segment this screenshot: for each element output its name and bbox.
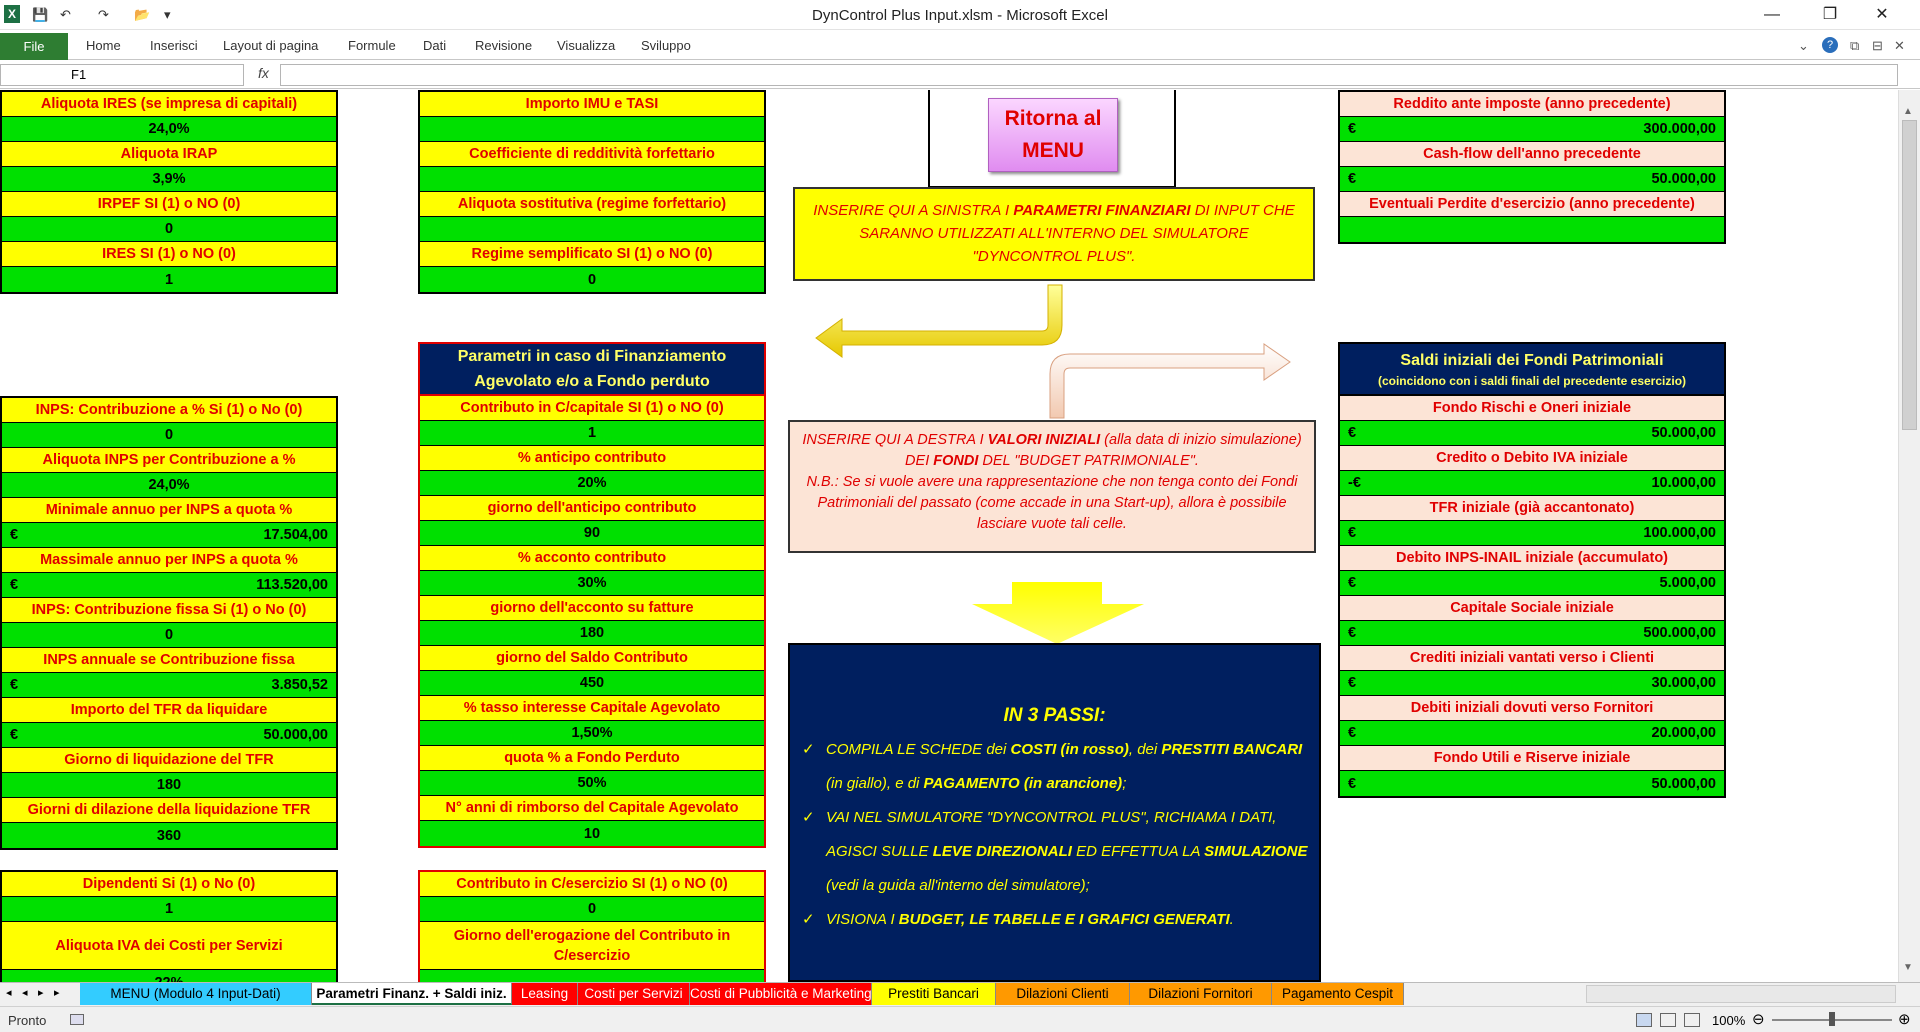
param-value-cell[interactable]: [2, 823, 336, 848]
tab-formule[interactable]: Formule: [348, 38, 396, 53]
window-minimize-icon[interactable]: ⊟: [1872, 38, 1883, 53]
tax-params-block: [0, 90, 338, 294]
param-value-cell[interactable]: [420, 621, 764, 646]
zoom-in-icon[interactable]: ⊕: [1898, 1011, 1911, 1028]
param-value: 450: [579, 675, 605, 691]
steps-title: IN 3 PASSI:: [1003, 705, 1106, 726]
currency-symbol: €: [1348, 171, 1357, 187]
param-label[interactable]: Giorno dell'erogazione del Contributo in C/esercizio: [420, 922, 764, 970]
param-value: 1,50%: [571, 725, 613, 741]
sheet-tab[interactable]: Parametri Finanz. + Saldi iniz.: [312, 983, 512, 1005]
customize-qa-icon[interactable]: ▾: [164, 7, 171, 22]
steps-box: [788, 643, 1321, 982]
param-label[interactable]: INPS annuale se Contribuzione fissa: [2, 648, 336, 673]
contributo-esercizio-block: [418, 870, 766, 997]
param-value-cell[interactable]: [420, 571, 764, 596]
param-label[interactable]: Fondo Utili e Riserve iniziale: [1340, 746, 1724, 771]
status-ready: Pronto: [8, 1013, 47, 1028]
save-icon[interactable]: 💾: [32, 7, 49, 22]
param-value-cell[interactable]: [2, 773, 336, 798]
step-3: ✓ VISIONA I BUDGET, LE TABELLE E I GRAFICI GENERATI.: [790, 903, 1319, 937]
param-value: 50.000,00: [1651, 171, 1716, 187]
param-value-cell[interactable]: [2, 897, 336, 922]
param-value-cell[interactable]: [420, 217, 764, 242]
param-label[interactable]: TFR iniziale (già accantonato): [1340, 496, 1724, 521]
param-value-cell[interactable]: [2, 673, 336, 698]
arrow-left-icon: [812, 283, 1072, 363]
scroll-down-icon[interactable]: ▼: [1903, 962, 1913, 973]
zoom-slider-thumb[interactable]: [1829, 1012, 1835, 1026]
sheet-tab[interactable]: Prestiti Bancari: [872, 983, 996, 1005]
param-value-cell[interactable]: [1340, 471, 1724, 496]
currency-symbol: €: [1348, 121, 1357, 137]
sheet-nav-prev[interactable]: ◂: [22, 987, 28, 999]
param-label[interactable]: Coefficiente di redditività forfettario: [420, 142, 764, 167]
redo-icon[interactable]: ↷: [98, 7, 109, 22]
minimize-button[interactable]: —: [1764, 6, 1780, 23]
title-bar: [0, 0, 1920, 30]
funds-header-title: Saldi iniziali dei Fondi Patrimoniali: [1400, 352, 1664, 369]
param-value-cell[interactable]: [2, 523, 336, 548]
param-label[interactable]: Reddito ante imposte (anno precedente): [1340, 92, 1724, 117]
param-value-cell[interactable]: [420, 671, 764, 696]
param-label[interactable]: quota % a Fondo Perduto: [420, 746, 764, 771]
sheet-nav-next[interactable]: ▸: [38, 987, 44, 999]
page-layout-view-icon[interactable]: [1660, 1013, 1676, 1027]
currency-symbol: €: [1348, 675, 1357, 691]
param-label[interactable]: Dipendenti Si (1) o No (0): [2, 872, 336, 897]
param-value: 5.000,00: [1659, 575, 1716, 591]
file-tab[interactable]: File: [0, 33, 68, 60]
currency-symbol: €: [10, 577, 19, 593]
currency-symbol: €: [1348, 775, 1357, 792]
param-value: 50.000,00: [263, 727, 328, 743]
check-icon: ✓: [802, 911, 815, 928]
param-label[interactable]: % acconto contributo: [420, 546, 764, 571]
param-label[interactable]: % tasso interesse Capitale Agevolato: [420, 696, 764, 721]
param-value-cell[interactable]: [1340, 217, 1724, 242]
currency-symbol: €: [10, 527, 19, 543]
param-value-cell[interactable]: [420, 721, 764, 746]
tab-sviluppo[interactable]: Sviluppo: [641, 38, 691, 53]
tab-home[interactable]: Home: [86, 38, 121, 53]
financing-block: [418, 396, 766, 848]
tab-dati[interactable]: Dati: [423, 38, 447, 53]
sheet-tab[interactable]: Costi di Pubblicità e Marketing: [690, 983, 872, 1005]
param-value: 113.520,00: [256, 577, 328, 593]
param-value: 20%: [577, 475, 607, 491]
param-label[interactable]: INPS: Contribuzione fissa Si (1) o No (0): [2, 598, 336, 623]
sheet-tab[interactable]: Dilazioni Clienti: [996, 983, 1130, 1005]
param-value: 30%: [577, 575, 607, 591]
param-value: 10.000,00: [1651, 475, 1716, 491]
tab-revisione[interactable]: Revisione: [475, 38, 533, 53]
worksheet[interactable]: [0, 90, 1898, 982]
param-label[interactable]: Aliquota IRES (se impresa di capitali): [2, 92, 336, 117]
param-value: 0: [164, 427, 174, 443]
status-bar: [0, 1006, 1920, 1032]
param-value: 100.000,00: [1643, 525, 1716, 541]
param-label[interactable]: Importo del TFR da liquidare: [2, 698, 336, 723]
financial-params-emph: PARAMETRI FINANZIARI: [1013, 202, 1191, 219]
normal-view-icon[interactable]: [1636, 1013, 1652, 1027]
financing-header: [418, 342, 766, 396]
param-value-cell[interactable]: [2, 117, 336, 142]
return-menu-label: Ritorna al MENU: [1004, 107, 1102, 162]
param-value: 50.000,00: [1651, 425, 1716, 441]
param-label[interactable]: Importo IMU e TASI: [420, 92, 764, 117]
param-value-cell[interactable]: [1340, 771, 1724, 796]
param-label[interactable]: Credito o Debito IVA iniziale: [1340, 446, 1724, 471]
param-label[interactable]: Contributo in C/esercizio SI (1) o NO (0): [420, 872, 764, 897]
param-label[interactable]: % anticipo contributo: [420, 446, 764, 471]
employees-block: [0, 870, 338, 997]
param-value: 300.000,00: [1643, 121, 1716, 137]
param-label[interactable]: Giorni di dilazione della liquidazione TFR: [2, 798, 336, 823]
param-value-cell[interactable]: [2, 623, 336, 648]
funds-block: [1338, 396, 1726, 798]
param-value: 0: [587, 901, 597, 917]
help-icon[interactable]: ?: [1822, 37, 1838, 53]
sheet-nav-last[interactable]: ▸: [54, 987, 60, 999]
param-label[interactable]: Aliquota INPS per Contribuzione a %: [2, 448, 336, 473]
ribbon-tabs: [0, 30, 1920, 60]
window-close-icon[interactable]: ✕: [1894, 38, 1905, 53]
param-value-cell[interactable]: [1340, 421, 1724, 446]
param-value: 30.000,00: [1651, 675, 1716, 691]
param-value-cell[interactable]: [2, 423, 336, 448]
window-title: DynControl Plus Input.xlsm - Microsoft Excel: [812, 7, 1108, 24]
page-break-view-icon[interactable]: [1684, 1013, 1700, 1027]
param-value: 24,0%: [148, 121, 190, 137]
param-value-cell[interactable]: [2, 573, 336, 598]
check-icon: ✓: [802, 809, 815, 826]
param-value-cell[interactable]: [420, 167, 764, 192]
param-label[interactable]: Cash-flow dell'anno precedente: [1340, 142, 1724, 167]
macro-record-icon[interactable]: [70, 1014, 84, 1025]
param-label[interactable]: Giorno di liquidazione del TFR: [2, 748, 336, 773]
currency-symbol: €: [1348, 625, 1357, 641]
param-value: 0: [164, 221, 174, 237]
param-label[interactable]: Eventuali Perdite d'esercizio (anno precedente): [1340, 192, 1724, 217]
param-value-cell[interactable]: [1340, 117, 1724, 142]
param-value-cell[interactable]: [420, 471, 764, 496]
name-box[interactable]: F1: [0, 64, 244, 86]
currency-symbol: €: [1348, 525, 1357, 541]
return-menu-button[interactable]: [988, 98, 1118, 172]
arrow-down-icon: [968, 580, 1148, 646]
param-label[interactable]: Contributo in C/capitale SI (1) o NO (0): [420, 396, 764, 421]
param-value: 0: [587, 271, 597, 288]
fx-icon[interactable]: fx: [258, 65, 269, 81]
param-label[interactable]: Aliquota IRAP: [2, 142, 336, 167]
param-label[interactable]: Debito INPS-INAIL iniziale (accumulato): [1340, 546, 1724, 571]
currency-symbol: €: [10, 727, 19, 743]
param-value-cell[interactable]: [2, 267, 336, 292]
param-label[interactable]: INPS: Contribuzione a % Si (1) o No (0): [2, 398, 336, 423]
param-value: 90: [583, 525, 601, 541]
param-label[interactable]: IRPEF SI (1) o NO (0): [2, 192, 336, 217]
param-label[interactable]: Massimale annuo per INPS a quota %: [2, 548, 336, 573]
param-value: 180: [579, 625, 605, 641]
param-value: 180: [156, 777, 182, 793]
prior-year-block: [1338, 90, 1726, 244]
financing-header-title: Parametri in caso di Finanziamento Agevolato e/o a Fondo perduto: [420, 344, 764, 394]
param-value-cell[interactable]: [420, 117, 764, 142]
param-value: 1: [587, 425, 597, 441]
param-value-cell[interactable]: [2, 723, 336, 748]
param-value-cell[interactable]: [1340, 571, 1724, 596]
param-value: 24,0%: [148, 477, 190, 493]
param-value-cell[interactable]: [1340, 521, 1724, 546]
param-label[interactable]: Debiti iniziali dovuti verso Fornitori: [1340, 696, 1724, 721]
param-value-cell[interactable]: [420, 771, 764, 796]
step-1: ✓ COMPILA LE SCHEDE dei COSTI (in rosso), dei PRESTITI BANCARI (in giallo), e di PAGAMENTO (in arancione);: [790, 733, 1319, 801]
param-label[interactable]: Aliquota IVA dei Costi per Servizi: [2, 922, 336, 970]
check-icon: ✓: [802, 741, 815, 758]
param-value: 360: [156, 827, 182, 844]
param-value: 50.000,00: [1651, 775, 1716, 792]
inps-tfr-block: [0, 396, 338, 850]
currency-symbol: €: [1348, 425, 1357, 441]
undo-icon[interactable]: ↶: [60, 7, 71, 22]
param-value-cell[interactable]: [1340, 721, 1724, 746]
vertical-scrollbar[interactable]: [1898, 90, 1920, 982]
funds-header-subtitle: (coincidono con i saldi finali del precedente esercizio): [1377, 374, 1687, 388]
formula-bar: [0, 61, 1920, 89]
param-label[interactable]: giorno dell'acconto su fatture: [420, 596, 764, 621]
param-label[interactable]: Crediti iniziali vantati verso i Clienti: [1340, 646, 1724, 671]
formula-input[interactable]: [280, 64, 1898, 86]
param-label[interactable]: IRES SI (1) o NO (0): [2, 242, 336, 267]
param-value-cell[interactable]: [420, 267, 764, 292]
param-value: 10: [583, 825, 601, 842]
param-value: 1: [164, 901, 174, 917]
tab-visualizza[interactable]: Visualizza: [557, 38, 616, 53]
currency-symbol: €: [1348, 725, 1357, 741]
param-label[interactable]: Fondo Rischi e Oneri iniziale: [1340, 396, 1724, 421]
currency-symbol: €: [10, 677, 19, 693]
excel-logo-icon: X: [4, 5, 20, 23]
horizontal-scrollbar[interactable]: [1586, 985, 1896, 1003]
param-value-cell[interactable]: [2, 167, 336, 192]
sheet-nav-first[interactable]: ◂: [6, 987, 12, 999]
param-value: 0: [164, 627, 174, 643]
param-value-cell[interactable]: [2, 217, 336, 242]
param-value: 3.850,52: [271, 677, 328, 693]
zoom-level[interactable]: 100%: [1712, 1013, 1746, 1028]
param-value-cell[interactable]: [420, 897, 764, 922]
close-button[interactable]: ✕: [1875, 6, 1889, 23]
note-financial-params: INSERIRE QUI A SINISTRA I PARAMETRI FINANZIARI DI INPUT CHE SARANNO UTILIZZATI ALL'INTERNO DEL SIMULATORE "DYNCONTROL PLUS".: [793, 187, 1315, 281]
param-value-cell[interactable]: [1340, 621, 1724, 646]
param-value-cell[interactable]: [1340, 167, 1724, 192]
param-label[interactable]: Aliquota sostitutiva (regime forfettario): [420, 192, 764, 217]
param-value: 500.000,00: [1643, 625, 1716, 641]
param-label[interactable]: Minimale annuo per INPS a quota %: [2, 498, 336, 523]
param-value-cell[interactable]: [420, 421, 764, 446]
param-value-cell[interactable]: [1340, 671, 1724, 696]
param-value: 17.504,00: [263, 527, 328, 543]
param-value: 3,9%: [152, 171, 186, 187]
currency-symbol: €: [1348, 575, 1357, 591]
sheet-tab[interactable]: Leasing: [512, 983, 578, 1005]
collapse-ribbon-icon[interactable]: ⌄: [1798, 38, 1809, 53]
param-value: 20.000,00: [1651, 725, 1716, 741]
window-restore-icon[interactable]: ⧉: [1850, 38, 1860, 53]
param-value-cell[interactable]: [420, 521, 764, 546]
param-label[interactable]: N° anni di rimborso del Capitale Agevolato: [420, 796, 764, 821]
param-value: 50%: [577, 775, 607, 791]
param-value-cell[interactable]: [420, 821, 764, 846]
param-label[interactable]: Regime semplificato SI (1) o NO (0): [420, 242, 764, 267]
note-initial-values: INSERIRE QUI A DESTRA I VALORI INIZIALI (alla data di inizio simulazione) DEI FONDI DEL "BUDGET PATRIMONIALE". N.B.: Se si vuole avere una rappresentazione che non tenga conto dei Fondi Patrimoniali del passato (come accade in una Start-up), allora è possibile lasciare vuote tali celle.: [788, 420, 1316, 553]
currency-symbol: -€: [1348, 475, 1361, 491]
sheet-tab[interactable]: Dilazioni Fornitori: [1130, 983, 1272, 1005]
tab-inserisci[interactable]: Inserisci: [150, 38, 198, 53]
zoom-out-icon[interactable]: ⊖: [1752, 1011, 1765, 1028]
funds-header: [1338, 342, 1726, 396]
step-2: ✓ VAI NEL SIMULATORE "DYNCONTROL PLUS", RICHIAMA I DATI, AGISCI SULLE LEVE DIREZIONALI ED EFFETTUA LA SIMULAZIONE (vedi la guida all'interno del simulatore);: [790, 801, 1319, 903]
param-label[interactable]: giorno dell'anticipo contributo: [420, 496, 764, 521]
tab-layout[interactable]: Layout di pagina: [223, 38, 319, 53]
arrow-right-icon: [1042, 340, 1292, 420]
param-value: 1: [164, 271, 174, 288]
restore-button[interactable]: ❐: [1822, 6, 1838, 23]
note-nb: N.B.: Se si vuole avere una rappresentazione che non tenga conto dei Fondi Patrimoniali del passato (come accade in una Start-up), allora è possibile lasciare vuote tali celle.: [806, 474, 1298, 532]
param-label[interactable]: giorno del Saldo Contributo: [420, 646, 764, 671]
scroll-thumb[interactable]: [1902, 120, 1917, 430]
sheet-tab[interactable]: Pagamento Cespit: [1272, 983, 1404, 1005]
sheet-tabs-bar: [0, 982, 1920, 1006]
scroll-up-icon[interactable]: ▲: [1903, 106, 1913, 117]
sheet-tab[interactable]: MENU (Modulo 4 Input-Dati): [80, 983, 312, 1005]
sheet-tab[interactable]: Costi per Servizi: [578, 983, 690, 1005]
param-label[interactable]: Capitale Sociale iniziale: [1340, 596, 1724, 621]
param-value-cell[interactable]: [2, 473, 336, 498]
open-icon[interactable]: 📂: [134, 7, 151, 22]
imu-regime-block: [418, 90, 766, 294]
